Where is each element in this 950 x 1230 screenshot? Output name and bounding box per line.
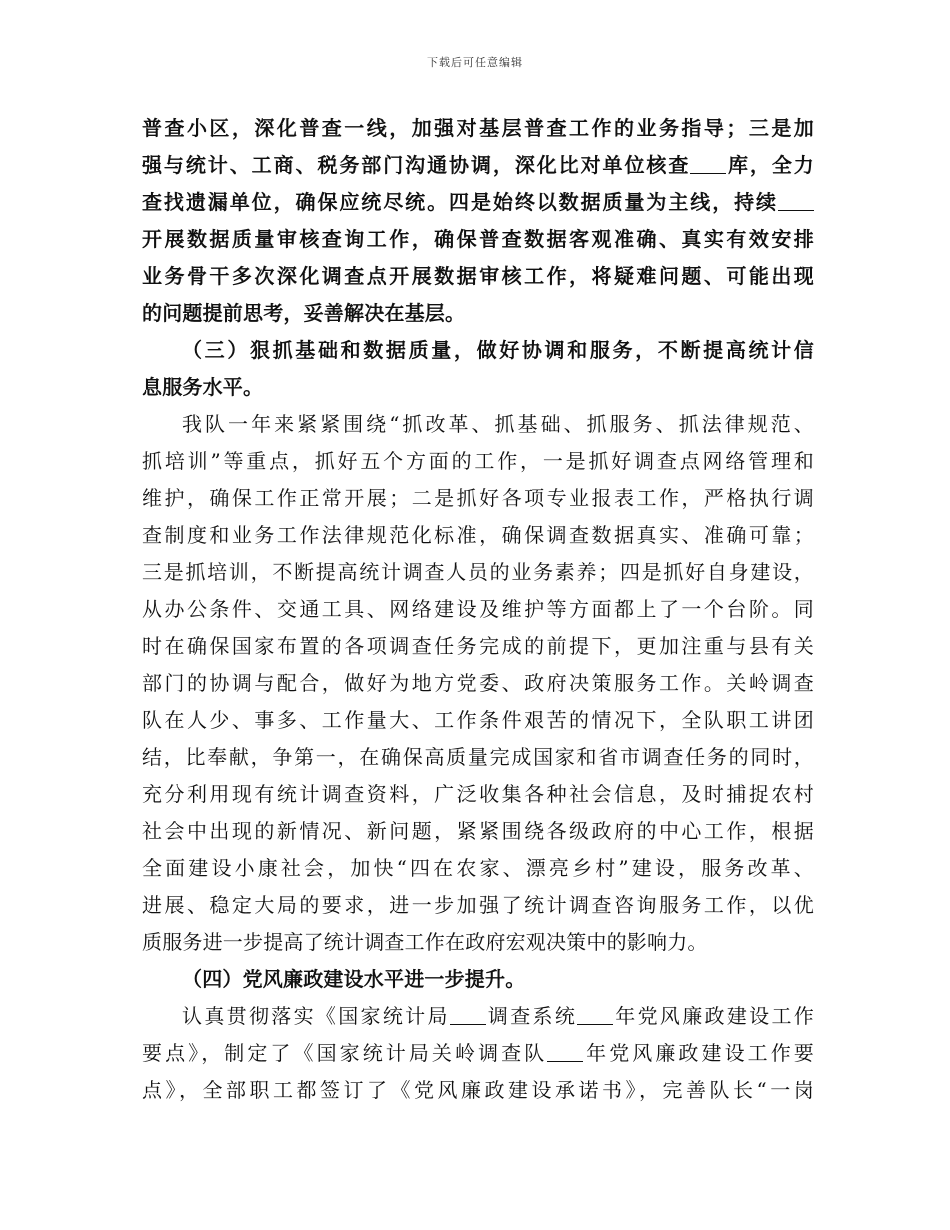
text-line [142,591,814,628]
fill-in-blank [547,1039,583,1062]
text-line [142,369,814,406]
text-segment: 我队一年来紧紧围绕“抓改革、抓基础、抓服务、抓法律规范、 [182,412,814,436]
text-segment: 年党风廉政建设工作 [613,1004,814,1028]
text-line [142,1072,814,1109]
text-segment: 三是抓培训，不断提高统计调查人员的业务素养；四是抓好自身建设， [142,560,814,584]
text-segment: （三）狠抓基础和数据质量，做好协调和服务，不断提高统计信 [182,338,814,362]
text-segment: 抓培训”等重点，抓好五个方面的工作，一是抓好调查点网络管理和 [142,449,814,473]
text-segment: 的问题提前思考，妥善解决在基层。 [142,301,466,325]
text-segment: 充分利用现有统计调查资料，广泛收集各种社会信息，及时捕捉农村 [142,782,814,806]
text-line [142,110,814,147]
text-line [142,295,814,332]
text-segment: 开展数据质量审核查询工作，确保普查数据客观准确、真实有效安排 [142,227,814,251]
text-line [142,443,814,480]
text-line [142,739,814,776]
text-segment: 全面建设小康社会，加快“四在农家、漂亮乡村”建设，服务改革、 [142,856,814,880]
text-line [142,702,814,739]
text-line [142,628,814,665]
text-line [142,924,814,961]
text-segment: 查找遗漏单位，确保应统尽统。四是始终以数据质量为主线，持续 [142,190,778,214]
text-segment: 查制度和业务工作法律规范化标准，确保调查数据真实、准确可靠； [142,523,814,547]
text-segment: 结，比奉献，争第一，在确保高质量完成国家和省市调查任务的同时， [142,745,814,769]
text-segment: 质服务进一步提高了统计调查工作在政府宏观决策中的影响力。 [142,930,708,954]
text-segment: 社会中出现的新情况、新问题，紧紧围绕各级政府的中心工作，根据 [142,819,814,843]
document-body [142,110,814,1109]
text-segment: 认真贯彻落实《国家统计局 [182,1004,450,1028]
text-line [142,665,814,702]
text-line [142,480,814,517]
text-segment: 维护，确保工作正常开展；二是抓好各项专业报表工作，严格执行调 [142,486,814,510]
fill-in-blank [450,1002,486,1025]
text-segment: 进展、稳定大局的要求，进一步加强了统计调查咨询服务工作，以优 [142,893,814,917]
text-line [142,221,814,258]
text-line [142,887,814,924]
fill-in-blank [690,151,726,174]
text-line [142,184,814,221]
text-line [142,1035,814,1072]
text-segment: 调查系统 [485,1004,578,1028]
text-segment: 时在确保国家布置的各项调查任务完成的前提下，更加注重与县有关 [142,634,814,658]
text-line [142,850,814,887]
text-segment: 年党风廉政建设工作要 [583,1041,814,1065]
text-line [142,813,814,850]
text-segment: 队在人少、事多、工作量大、工作条件艰苦的情况下，全队职工讲团 [142,708,814,732]
text-line [142,258,814,295]
text-segment: 业务骨干多次深化调查点开展数据审核工作，将疑难问题、可能出现 [142,264,814,288]
text-segment: 强与统计、工商、税务部门沟通协调，深化比对单位核查 [142,153,691,177]
text-segment: 从办公条件、交通工具、网络建设及维护等方面都上了一个台阶。同 [142,597,814,621]
text-line [142,517,814,554]
text-segment: 息服务水平。 [142,375,264,399]
text-segment: 库，全力 [726,153,814,177]
text-line [142,332,814,369]
text-segment: 点》，全部职工都签订了《党风廉政建设承诺书》，完善队长“一岗 [142,1078,814,1102]
text-line [142,554,814,591]
text-line [142,961,814,998]
text-line [142,776,814,813]
text-line [142,998,814,1035]
text-line [142,147,814,184]
text-line [142,406,814,443]
text-segment: 普查小区，深化普查一线，加强对基层普查工作的业务指导；三是加 [142,116,814,140]
text-segment: 要点》，制定了《国家统计局关岭调查队 [142,1041,548,1065]
fill-in-blank [577,1002,613,1025]
fill-in-blank [778,188,814,211]
page-header: 下载后可任意编辑 [427,56,523,69]
text-segment: 部门的协调与配合，做好为地方党委、政府决策服务工作。关岭调查 [142,671,814,695]
text-segment: （四）党风廉政建设水平进一步提升。 [182,967,526,991]
